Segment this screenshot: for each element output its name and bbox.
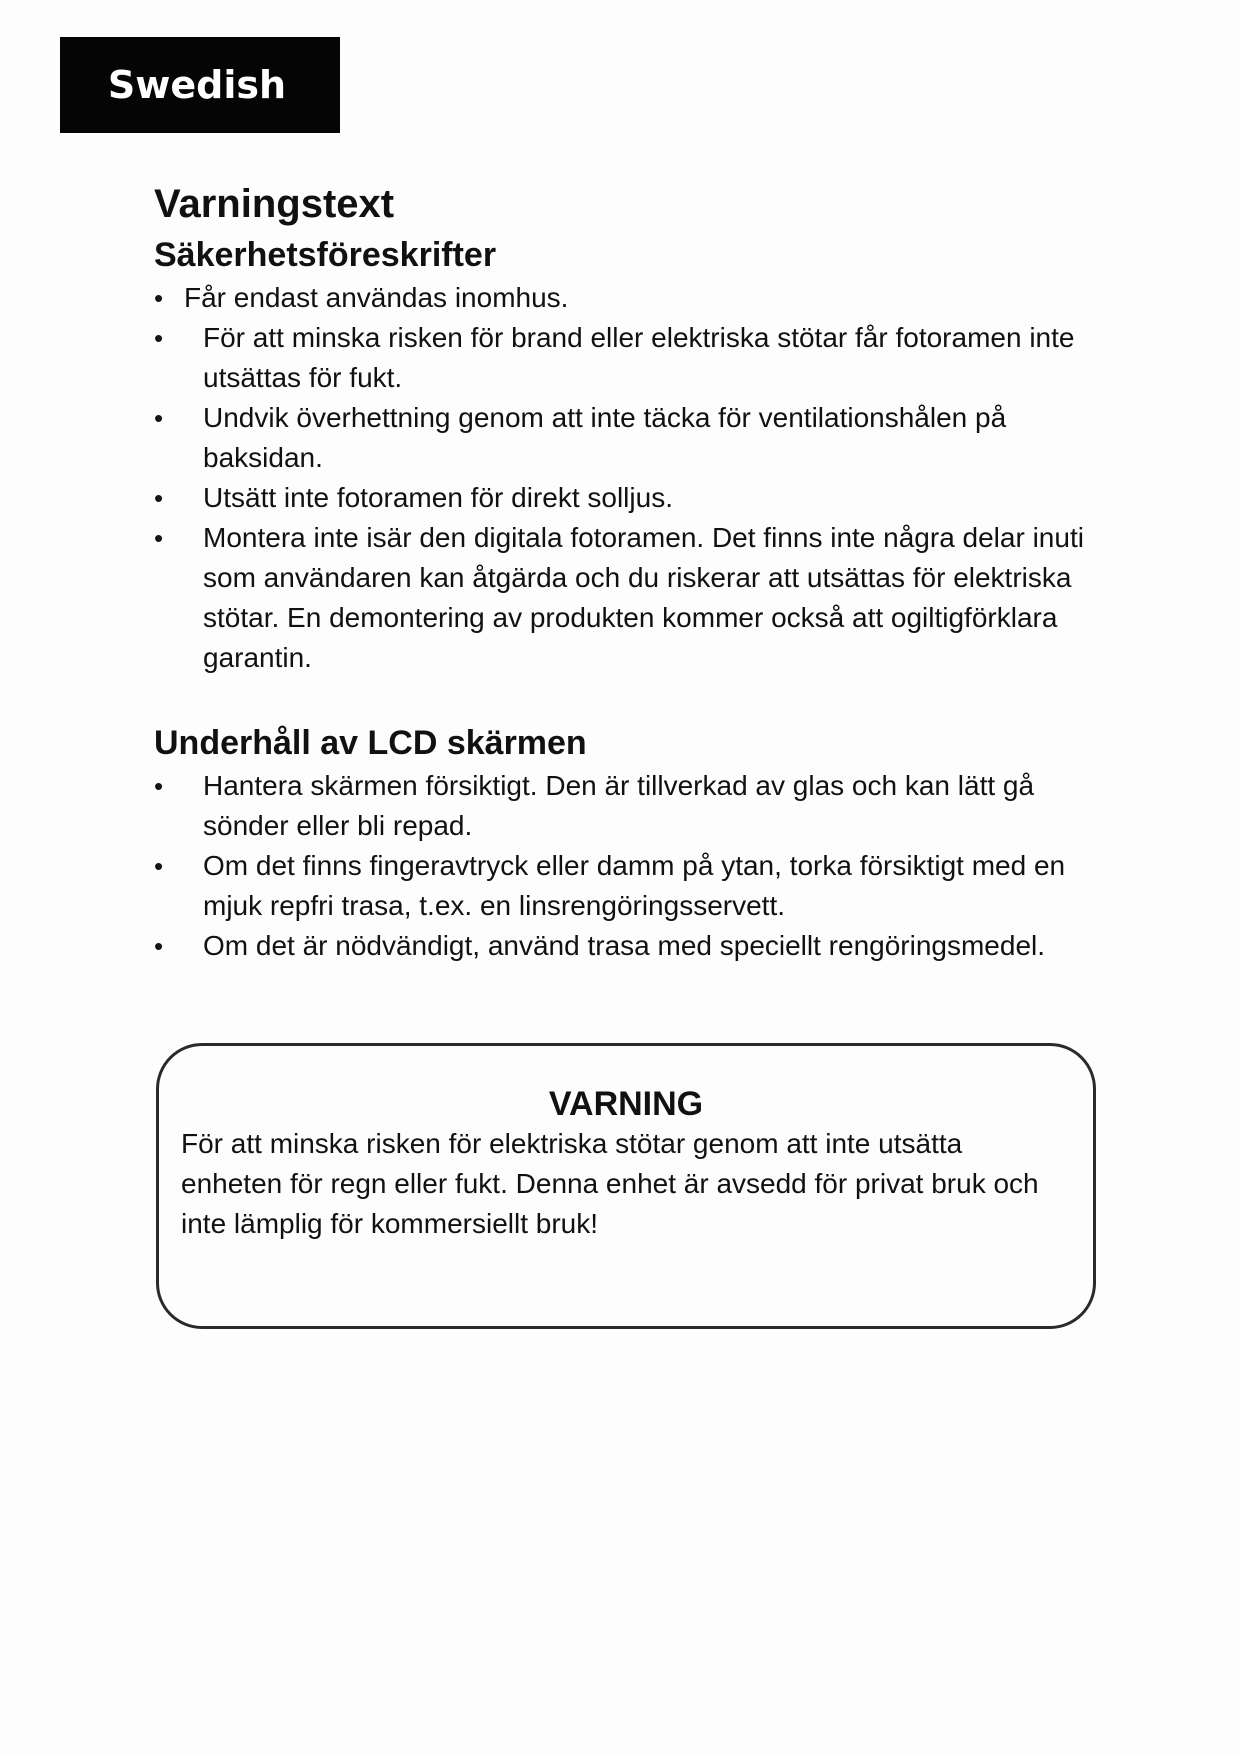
page-title: Varningstext xyxy=(154,182,395,226)
list-item: • Hantera skärmen försiktigt. Den är tillverkad av glas och kan lätt gå sönder eller bli repad. xyxy=(154,766,1114,846)
language-tab: Swedish xyxy=(60,37,340,133)
list-item: • Om det finns fingeravtryck eller damm på ytan, torka försiktigt med en mjuk repfri trasa, t.ex. en linsrengöringsservett. xyxy=(154,846,1114,926)
list-item: • Undvik överhettning genom att inte täcka för ventilationshålen på baksidan. xyxy=(154,398,1114,478)
warning-box xyxy=(156,1043,1096,1329)
document-body xyxy=(154,178,1114,966)
safety-list xyxy=(154,278,1114,678)
warning-heading: VARNING xyxy=(548,1085,704,1123)
maintenance-list xyxy=(154,766,1114,966)
list-item: • För att minska risken för brand eller elektriska stötar får fotoramen inte utsättas för fukt. xyxy=(154,318,1114,398)
list-item: • Utsätt inte fotoramen för direkt solljus. xyxy=(154,478,1114,518)
list-item: • Om det är nödvändigt, använd trasa med speciellt rengöringsmedel. xyxy=(154,926,1114,966)
maintenance-heading: Underhåll av LCD skärmen xyxy=(154,724,587,762)
warning-text: För att minska risken för elektriska stötar genom att inte utsätta enheten för regn eller fukt. Denna enhet är avsedd för privat bruk och inte lämplig för kommersiellt bruk! xyxy=(181,1128,1039,1239)
list-item: • Får endast användas inomhus. xyxy=(154,278,1114,318)
safety-heading: Säkerhetsföreskrifter xyxy=(154,236,497,274)
list-item: • Montera inte isär den digitala fotoramen. Det finns inte några delar inuti som användaren kan åtgärda och du riskerar att utsättas för elektriska stötar. En demontering av produkten kommer också att ogiltigförklara garantin. xyxy=(154,518,1114,678)
